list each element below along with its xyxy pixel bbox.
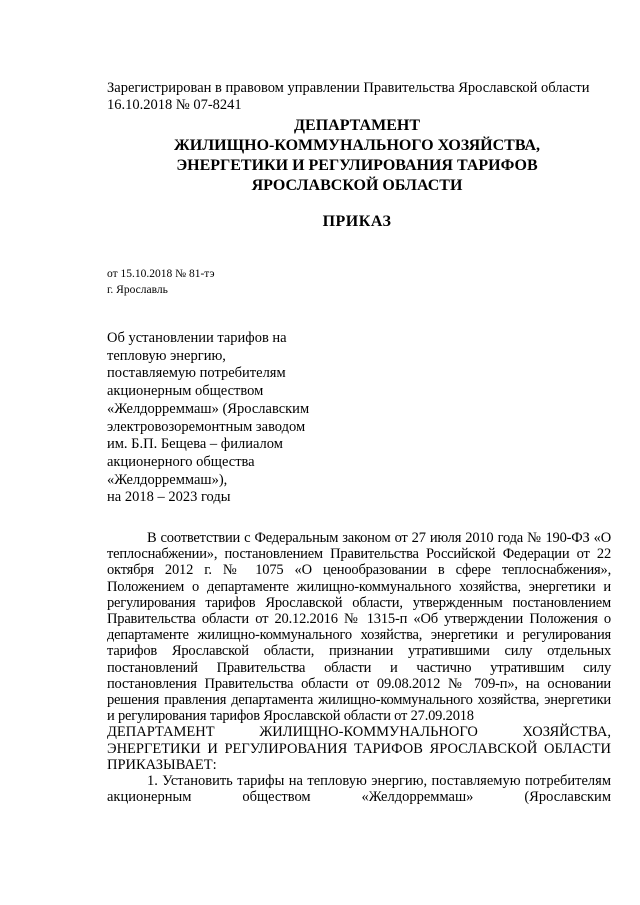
order-body (107, 530, 611, 805)
subject-line: Об установлении тарифов на (107, 330, 287, 346)
subject-line: поставляемую потребителям (107, 365, 286, 382)
registration-note (107, 80, 617, 114)
department-line: ДЕПАРТАМЕНТ (294, 117, 420, 134)
subject-line: на 2018 – 2023 годы (107, 489, 231, 506)
order-city: г. Ярославль (107, 284, 168, 296)
registration-number: 16.10.2018 № 07-8241 (107, 97, 242, 113)
item-1-paragraph: 1. Установить тарифы на тепловую энергию, поставляемую потребителям акционерным обществом «Желдорреммаш» (Ярославским (107, 773, 611, 806)
subject-line: акционерным обществом (107, 383, 264, 400)
registration-line: Зарегистрирован в правовом управлении Правительства Ярославской области (107, 80, 590, 96)
department-heading (107, 116, 607, 196)
subject-line: «Желдорреммаш»), (107, 471, 228, 488)
order-subject (107, 330, 347, 507)
department-line: ЖИЛИЩНО-КОММУНАЛЬНОГО ХОЗЯЙСТВА, (173, 137, 541, 154)
department-line: ЭНЕРГЕТИКИ И РЕГУЛИРОВАНИЯ ТАРИФОВ (176, 157, 538, 174)
order-date-number: от 15.10.2018 № 81-тэ (107, 268, 215, 280)
order-title: ПРИКАЗ (322, 213, 392, 230)
subject-line: акционерного общества (107, 453, 255, 470)
subject-line: тепловую энергию, (107, 347, 226, 364)
orders-paragraph: ДЕПАРТАМЕНТ ЖИЛИЩНО-КОММУНАЛЬНОГО ХОЗЯЙСТВА, ЭНЕРГЕТИКИ И РЕГУЛИРОВАНИЯ ТАРИФОВ ЯРОСЛАВСКОЙ ОБЛАСТИ ПРИКАЗЫВАЕТ: (107, 724, 611, 773)
subject-line: «Желдорреммаш» (Ярославским (107, 400, 310, 417)
preamble-paragraph: В соответствии с Федеральным законом от 27 июля 2010 года № 190-ФЗ «О теплоснабжении», постановлением Правительства Российской Федерации от 22 октября 2012 г. № 1075 «О ценообразовании в сфере теплоснабжения», Положением о департаменте жилищно-коммунального хозяйства, энергетики и регулирования тарифов Ярославской области, утвержденным постановлением Правительства области от 20.12.2016 № 1315-п «Об утверждении Положения о департаменте жилищно-коммунального хозяйства, энергетики и регулирования тарифов Ярославской области, признании утратившими силу отдельных постановлений Правительства области и частично утратившим силу постановления Правительства области от 09.08.2012 № 709-п», на основании решения правления департамента жилищно-коммунального хозяйства, энергетики и регулирования тарифов Ярославской области от 27.09.2018 (107, 530, 611, 725)
order-meta (107, 266, 215, 298)
subject-line: электровозоремонтным заводом (107, 418, 306, 435)
department-line: ЯРОСЛАВСКОЙ ОБЛАСТИ (251, 177, 463, 194)
subject-line: им. Б.П. Бещева – филиалом (107, 436, 283, 453)
